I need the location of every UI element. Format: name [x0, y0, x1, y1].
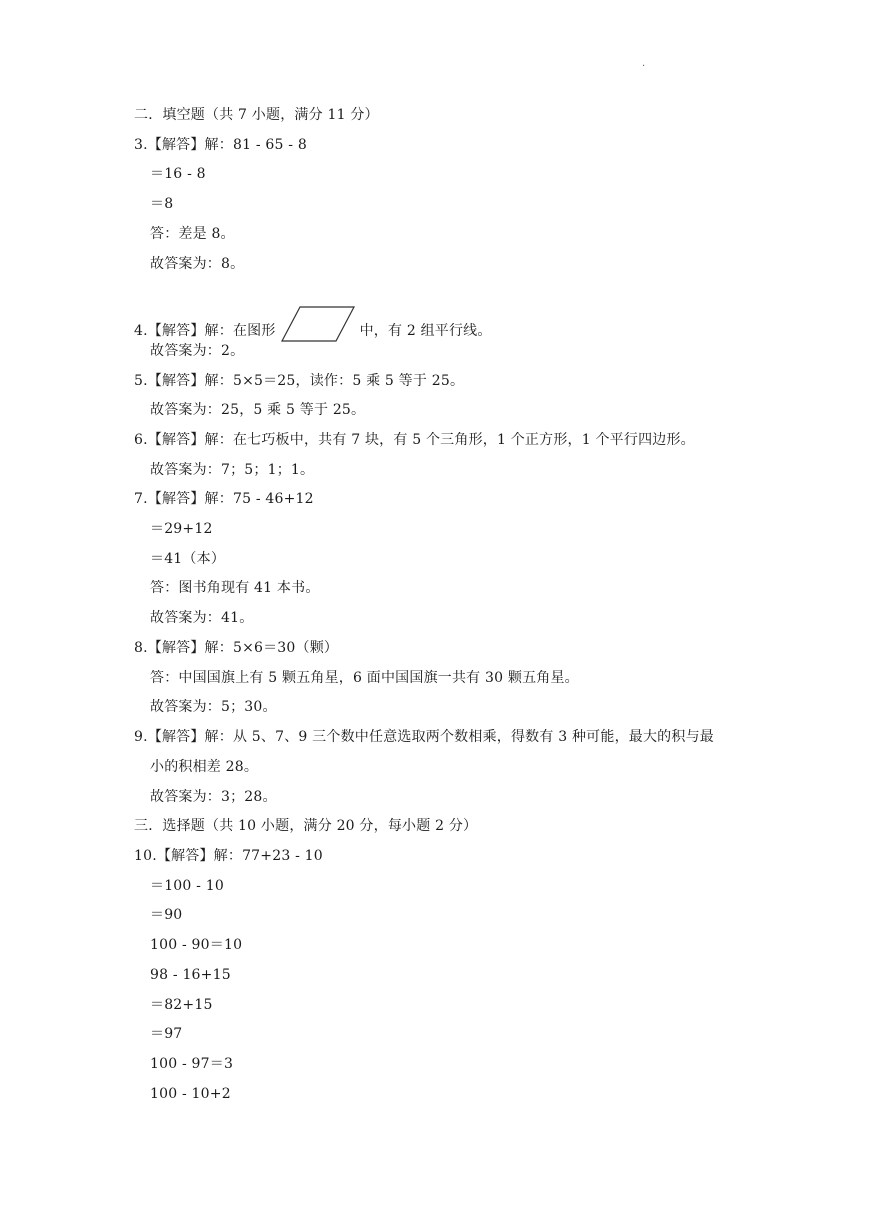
- answer-3-line: 3.【解答】解：81 - 65 - 8: [134, 137, 307, 153]
- answer-5-line: 5.【解答】解：5×5＝25，读作：5 乘 5 等于 25。: [134, 373, 465, 389]
- answer-6-line: 6.【解答】解：在七巧板中，共有 7 块，有 5 个三角形，1 个正方形，1 个平行四边形。: [134, 432, 695, 448]
- answer-8-line: 8.【解答】解：5×6＝30（颗）: [134, 640, 339, 656]
- answer-10-line: 10.【解答】解：77+23 - 10: [134, 848, 323, 864]
- section-title-fill-blank: 二．填空题（共 7 小题，满分 11 分）: [134, 107, 379, 123]
- answer-9-line: 9.【解答】解：从 5、7、9 三个数中任意选取两个数相乘，得数有 3 种可能，最大的积与最: [134, 729, 714, 745]
- answer-7-reply: 答：图书角现有 41 本书。: [150, 580, 320, 596]
- answer-7-step: ＝41（本）: [150, 551, 226, 567]
- answer-4-text-a: 4.【解答】解：在图形: [134, 323, 276, 339]
- section-title-choice: 三．选择题（共 10 小题，满分 20 分，每小题 2 分）: [134, 818, 478, 834]
- answer-9-line-cont: 小的积相差 28。: [150, 759, 259, 775]
- answer-3-step: ＝8: [150, 196, 174, 212]
- answer-8-reply: 答：中国国旗上有 5 颗五角星，6 面中国国旗一共有 30 颗五角星。: [150, 670, 579, 686]
- answer-7-step: ＝29+12: [150, 521, 213, 537]
- answer-7-final: 故答案为：41。: [150, 610, 254, 626]
- answer-8-final: 故答案为：5；30。: [150, 699, 277, 715]
- answer-3-final: 故答案为：8。: [150, 256, 245, 272]
- answer-7-line: 7.【解答】解：75 - 46+12: [134, 491, 314, 507]
- answer-10-step: ＝90: [150, 907, 183, 923]
- answer-4-final: 故答案为：2。: [150, 343, 245, 359]
- answer-10-step: 98 - 16+15: [150, 967, 231, 983]
- answer-9-final: 故答案为：3；28。: [150, 789, 277, 805]
- answer-10-step: 100 - 97＝3: [150, 1056, 234, 1072]
- answer-10-step: 100 - 90＝10: [150, 937, 243, 953]
- answer-3-step: ＝16 - 8: [150, 166, 206, 182]
- answer-10-step: 100 - 10+2: [150, 1086, 231, 1102]
- answer-10-step: ＝82+15: [150, 997, 213, 1013]
- answer-4-text-b: 中，有 2 组平行线。: [359, 323, 492, 339]
- header-mark: .: [642, 58, 646, 69]
- answer-5-final: 故答案为：25，5 乘 5 等于 25。: [150, 402, 366, 418]
- answer-10-step: ＝100 - 10: [150, 878, 224, 894]
- answer-6-final: 故答案为：7；5；1；1。: [150, 462, 315, 478]
- answer-3-reply: 答：差是 8。: [150, 226, 235, 242]
- answer-10-step: ＝97: [150, 1026, 183, 1042]
- parallelogram-icon: [280, 305, 356, 345]
